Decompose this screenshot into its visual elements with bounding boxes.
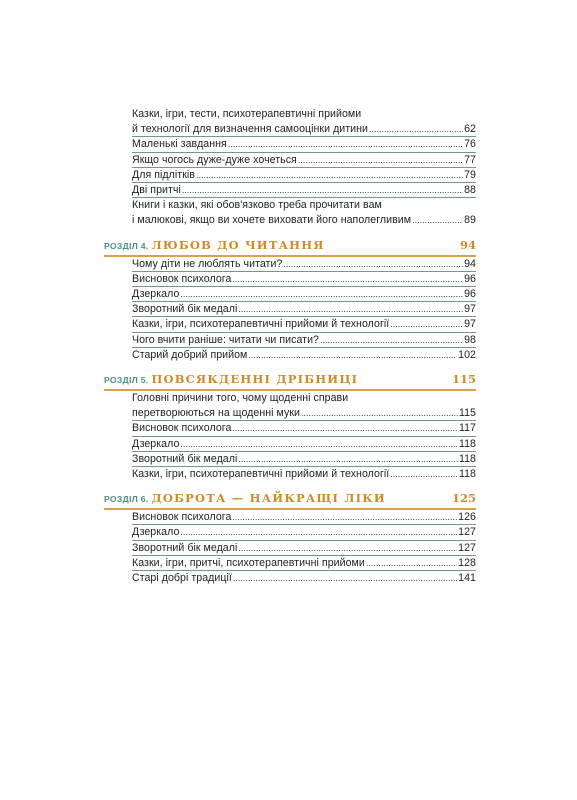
toc-entry-last-line — [132, 302, 476, 317]
toc-entry-last-line — [132, 452, 476, 467]
section-number: РОЗДІЛ 5. — [104, 375, 149, 386]
toc-entry-title-line: Дзеркало — [132, 288, 180, 301]
dot-leader — [238, 541, 457, 556]
dot-leader — [233, 571, 457, 586]
toc-intro-group — [104, 107, 476, 229]
toc-entry-last-line — [132, 137, 476, 152]
section-heading — [104, 372, 476, 391]
toc-entry-page-number: 89 — [464, 214, 476, 227]
toc-entry-last-line — [132, 287, 476, 302]
toc-entry-title-line: Зворотний бік медалі — [132, 541, 238, 554]
toc-entry — [132, 556, 476, 571]
toc-entry-title-line: і малюкові, якщо ви хочете виховати його наполегливим — [132, 214, 412, 227]
toc-entry-title-line: Казки, ігри, психотерапевтичні прийоми й технології — [132, 468, 390, 481]
section-heading — [104, 491, 476, 510]
dot-leader — [180, 525, 457, 540]
toc-entry-page-number: 62 — [464, 123, 476, 136]
dot-leader — [180, 287, 463, 302]
dot-leader — [232, 421, 458, 436]
dot-leader — [390, 467, 458, 482]
toc-entry-last-line — [132, 272, 476, 287]
section-entries — [104, 391, 476, 482]
toc-entry-page-number: 94 — [464, 257, 476, 270]
toc-entry-title-line: Дзеркало — [132, 437, 180, 450]
dot-leader — [390, 317, 463, 332]
toc-entry-last-line — [132, 153, 476, 168]
toc-entry-last-line — [132, 556, 476, 571]
toc-entry-page-number: 88 — [464, 184, 476, 197]
dot-leader — [228, 137, 463, 152]
toc-entry-page-number: 118 — [458, 437, 476, 450]
toc-entry-page-number: 126 — [458, 511, 476, 524]
dot-leader — [369, 122, 463, 137]
toc-entry-page-number: 118 — [458, 468, 476, 481]
dot-leader — [238, 302, 463, 317]
toc-entry-last-line — [132, 183, 476, 198]
toc-entry — [132, 421, 476, 436]
toc-entry — [132, 302, 476, 317]
toc-entry-page-number: 76 — [464, 138, 476, 151]
dot-leader — [196, 168, 463, 183]
toc-entry — [132, 467, 476, 482]
toc-entry-last-line — [132, 437, 476, 452]
toc-entry-page-number: 98 — [464, 333, 476, 346]
toc-entry-title-line: Книги і казки, які обов'язково треба прочитати вам — [132, 199, 382, 212]
toc-entry-page-number: 96 — [464, 288, 476, 301]
toc-entry-last-line — [132, 348, 476, 363]
toc-entry-last-line — [132, 122, 476, 137]
toc-entry-title-line: й технології для визначення самооцінки дитини — [132, 123, 369, 136]
section-page-number: 94 — [459, 237, 476, 252]
dot-leader — [232, 272, 463, 287]
toc-entry-page-number: 127 — [458, 526, 476, 539]
section-title: ПОВСЯКДЕННІ ДРІБНИЦІ — [151, 372, 359, 387]
dot-leader — [366, 556, 457, 571]
toc-entry-title-line: Дві притчі — [132, 184, 181, 197]
toc-entry — [132, 168, 476, 183]
toc-entry-title-line: Якщо чогось дуже-дуже хочеться — [132, 153, 297, 166]
toc-entry — [132, 391, 476, 421]
section-number: РОЗДІЛ 6. — [104, 494, 149, 505]
toc-entry-last-line — [132, 257, 476, 272]
toc-entry-title-line: Зворотний бік медалі — [132, 303, 238, 316]
toc-entry — [132, 257, 476, 272]
toc-entry-page-number: 118 — [458, 452, 476, 465]
toc-entry — [132, 272, 476, 287]
dot-leader — [232, 510, 457, 525]
toc-entry-title-line: Висновок психолога — [132, 272, 232, 285]
toc-entry-title-line: Висновок психолога — [132, 511, 232, 524]
toc-entry — [132, 437, 476, 452]
toc-entry — [132, 137, 476, 152]
toc-entry — [132, 198, 476, 228]
toc-entry — [132, 287, 476, 302]
toc-entry-last-line — [132, 406, 476, 421]
dot-leader — [412, 213, 463, 228]
toc-entry-page-number: 102 — [458, 348, 476, 361]
section-entries — [104, 510, 476, 586]
section-entries — [104, 257, 476, 363]
toc-entry-title-line: Чому діти не люблять читати? — [132, 257, 283, 270]
toc-entry-last-line — [132, 333, 476, 348]
toc-entry — [132, 183, 476, 198]
toc-entry-last-line — [132, 467, 476, 482]
section-number: РОЗДІЛ 4. — [104, 240, 149, 251]
dot-leader — [238, 452, 458, 467]
dot-leader — [320, 333, 463, 348]
section-title: ДОБРОТА — НАЙКРАЩІ ЛІКИ — [151, 491, 386, 506]
dot-leader — [301, 406, 458, 421]
dot-leader — [180, 437, 458, 452]
toc-entry-title-line: Казки, ігри, тести, психотерапевтичні прийоми — [132, 108, 362, 120]
toc-entry-page-number: 97 — [464, 318, 476, 331]
toc-entry-title-line: Висновок психолога — [132, 422, 232, 435]
toc-entry-title-line: Казки, ігри, притчі, психотерапевтичні прийоми — [132, 556, 365, 569]
toc-entry-title-line: Казки, ігри, психотерапевтичні прийоми й технології — [132, 318, 390, 331]
toc-entry-page-number: 77 — [464, 153, 476, 166]
dot-leader — [298, 153, 463, 168]
toc-entry — [132, 107, 476, 137]
dot-leader — [182, 183, 463, 198]
toc-entry-last-line — [132, 168, 476, 183]
toc-entry — [132, 525, 476, 540]
toc-entry — [132, 153, 476, 168]
toc-entry-page-number: 79 — [464, 168, 476, 181]
toc-entry-title-line: перетворюються на щоденні муки — [132, 407, 300, 420]
toc-entry-title-line: Старі добрі традиції — [132, 572, 232, 585]
toc-entry — [132, 571, 476, 586]
toc-entry-page-number: 115 — [458, 407, 476, 420]
toc-entry-last-line — [132, 510, 476, 525]
toc-entry-page-number: 128 — [458, 556, 476, 569]
section-heading — [104, 238, 476, 257]
section-page-number: 115 — [451, 372, 476, 387]
toc-entry — [132, 510, 476, 525]
section-title: ЛЮБОВ ДО ЧИТАННЯ — [151, 237, 325, 252]
toc-entry-last-line — [132, 525, 476, 540]
toc-entry-last-line — [132, 317, 476, 332]
toc-entry-last-line — [132, 571, 476, 586]
toc-entry-title-line: Зворотний бік медалі — [132, 452, 238, 465]
toc-entry — [132, 317, 476, 332]
toc-entry-title-line: Маленькі завдання — [132, 138, 227, 151]
toc-entry-title-line: Головні причини того, чому щоденні справи — [132, 392, 349, 405]
toc-entry-title-line: Старий добрий прийом — [132, 348, 248, 361]
section-page-number: 125 — [451, 491, 476, 506]
toc-entry-page-number: 127 — [458, 541, 476, 554]
toc-entry — [132, 541, 476, 556]
toc-sections — [104, 238, 476, 587]
toc-entry — [132, 333, 476, 348]
toc-entry-title-line: Чого вчити раніше: читати чи писати? — [132, 333, 319, 346]
toc-entry-title-line: Для підлітків — [132, 168, 195, 181]
toc-entry — [132, 348, 476, 363]
toc-entry-page-number: 141 — [458, 572, 476, 585]
toc-entry-last-line — [132, 541, 476, 556]
dot-leader — [248, 348, 457, 363]
toc-entry-page-number: 117 — [458, 422, 476, 435]
table-of-contents — [104, 107, 476, 586]
toc-entry-page-number: 96 — [464, 272, 476, 285]
toc-entry-last-line — [132, 421, 476, 436]
toc-entry-last-line — [132, 213, 476, 228]
toc-entry-page-number: 97 — [464, 303, 476, 316]
toc-entry — [132, 452, 476, 467]
dot-leader — [283, 257, 463, 272]
toc-entry-title-line: Дзеркало — [132, 526, 180, 539]
